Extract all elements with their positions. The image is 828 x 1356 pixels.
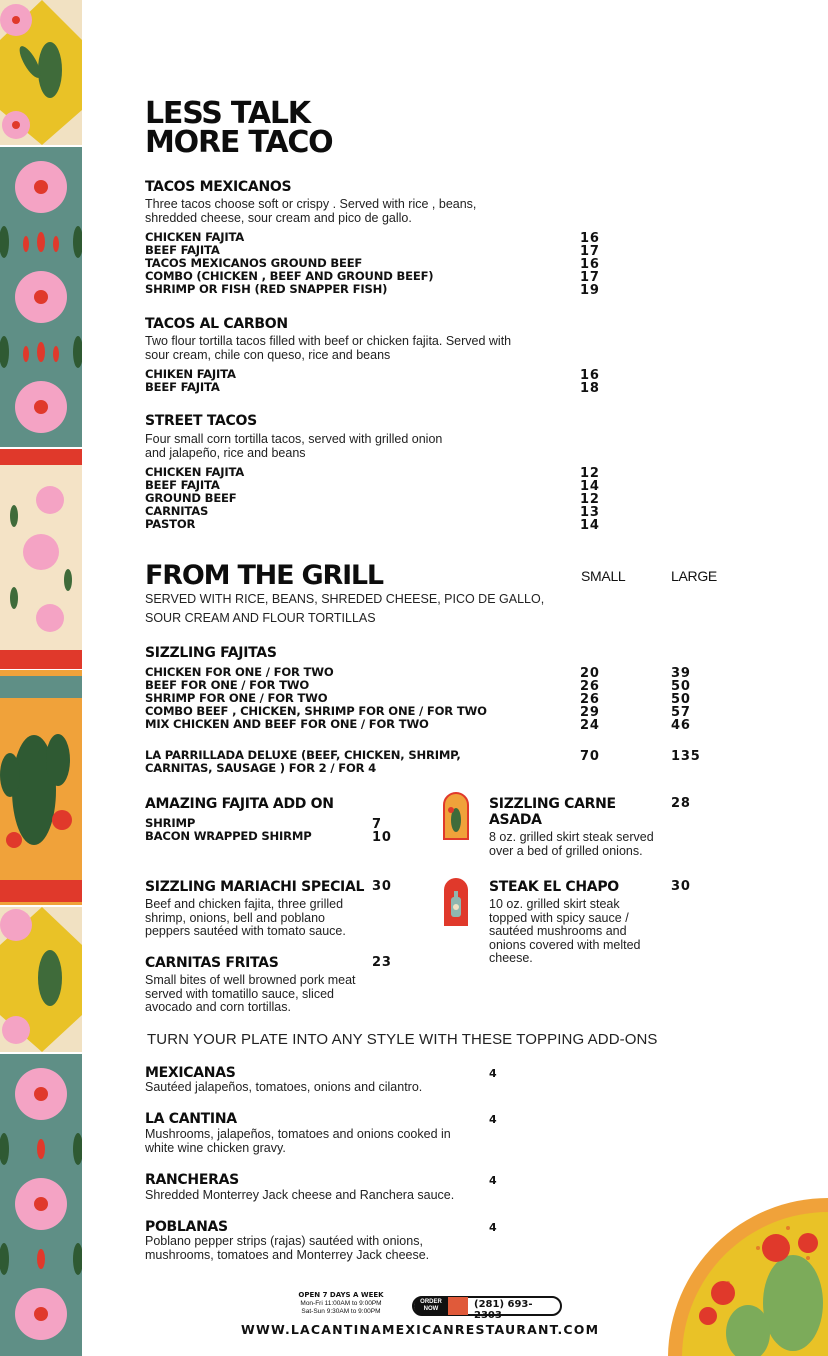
carne-asada-description [489,831,654,858]
open-days: OPEN 7 DAYS A WEEK [298,1291,384,1299]
description-line: Three tacos choose soft or crispy . Served with rice , beans, [145,197,477,211]
section-title-carnitas-fritas: CARNITAS FRITAS [145,955,279,971]
menu-item: BEEF FOR ONE / FOR TWO [145,678,310,692]
mariachi-description [145,898,346,939]
menu-price: 26 [580,679,600,694]
description-line: Mushrooms, jalapeños, tomatoes and onions cooked in [145,1127,451,1141]
menu-price: 26 [580,692,600,707]
mariachi-price: 30 [372,879,392,894]
order-now-button[interactable] [412,1296,562,1321]
title-line: ASADA [489,812,542,828]
menu-item: SHRIMP FOR ONE / FOR TWO [145,691,328,705]
menu-price: 17 [580,270,600,285]
parrillada-large-price: 135 [671,749,701,764]
cactus-arch-icon [443,792,469,840]
topping-title: MEXICANAS [145,1065,236,1081]
section-title-tacos-mexicanos: TACOS MEXICANOS [145,179,292,195]
description-line: white wine chicken gravy. [145,1140,286,1155]
opening-hours [288,1291,394,1316]
description-line: served with tomatillo sauce, sliced [145,986,334,1001]
menu-item: MIX CHICKEN AND BEEF FOR ONE / FOR TWO [145,717,429,731]
menu-price: 57 [671,705,691,720]
menu-item: CHICKEN FOR ONE / FOR TWO [145,665,334,679]
carnitas-fritas-price: 23 [372,955,392,970]
street-tacos-prices [580,467,600,532]
topping-description [145,1081,422,1095]
menu-price: 50 [671,679,691,694]
tacos-al-carbon-description [145,335,511,362]
topping-title: LA CANTINA [145,1111,237,1127]
sizzling-fajitas-small-prices [580,667,600,732]
section-title-steak-el-chapo: STEAK EL CHAPO [489,879,619,895]
description-line: shrimp, onions, bell and poblano [145,910,325,925]
description-line: Poblano pepper strips (rajas) sautéed with onions, [145,1234,423,1248]
menu-item: SHRIMP OR FISH (RED SNAPPER FISH) [145,282,388,296]
decorative-border [0,0,82,1356]
title-line: SIZZLING CARNE [489,796,616,812]
menu-item: PASTOR [145,517,196,531]
description-line: cheese. [489,951,533,965]
section-title-mariachi-special: SIZZLING MARIACHI SPECIAL [145,879,365,895]
menu-price: 14 [580,518,600,533]
description-line: avocado and corn tortillas. [145,1000,291,1014]
hero-line-1: LESS TALK [145,96,310,131]
menu-price: 7 [372,817,382,832]
order-label-line: NOW [423,1306,439,1312]
section-title-fajita-add-on: AMAZING FAJITA ADD ON [145,796,334,812]
menu-price: 46 [671,718,691,733]
menu-item: CHIKEN FAJITA [145,367,236,381]
menu-price: 29 [580,705,600,720]
street-tacos-description [145,433,442,460]
topping-price: 4 [489,1113,498,1126]
menu-price: 20 [580,666,600,681]
bottle-arch-icon [443,877,469,927]
description-line: SERVED WITH RICE, BEANS, SHREDED CHEESE, PICO DE GALLO, [145,592,545,606]
menu-item: BEEF FAJITA [145,243,220,257]
tacos-mexicanos-description [145,198,476,225]
floral-pattern-icon [0,0,82,1356]
column-header-large: LARGE [671,568,717,584]
section-title-sizzling-fajitas: SIZZLING FAJITAS [145,645,277,661]
description-line: SOUR CREAM AND FLOUR TORTILLAS [145,611,376,625]
order-now-label [414,1297,448,1315]
menu-item: BEEF FAJITA [145,478,220,492]
carnitas-fritas-description [145,974,356,1015]
topping-description [145,1189,454,1203]
menu-item: BACON WRAPPED SHIRMP [145,829,312,843]
menu-price: 10 [372,830,392,845]
topping-description [145,1235,429,1262]
sizzling-fajitas-large-prices [671,667,691,732]
description-line: topped with spicy sauce / [489,910,629,925]
description-line: shredded cheese, sour cream and pico de gallo. [145,210,412,225]
section-title-from-the-grill: FROM THE GRILL [145,560,383,591]
description-line: Beef and chicken fajita, three grilled [145,897,344,911]
description-line: 8 oz. grilled skirt steak served [489,830,654,844]
fajita-add-on-items [145,817,312,843]
hero-line-2: MORE TACO [145,125,333,160]
menu-item: CHICKEN FAJITA [145,465,245,479]
carne-asada-price: 28 [671,796,691,811]
website-link[interactable]: WWW.LACANTINAMEXICANRESTAURANT.COM [241,1322,600,1337]
menu-item: COMBO BEEF , CHICKEN, SHRIMP FOR ONE / FOR TWO [145,704,487,718]
steak-el-chapo-price: 30 [671,879,691,894]
menu-item: SHRIMP [145,816,196,830]
description-line: Four small corn tortilla tacos, served with grilled onion [145,432,443,446]
phone-number[interactable]: (281) 693-2303 [474,1299,533,1321]
menu-item: COMBO (CHICKEN , BEEF AND GROUND BEEF) [145,269,434,283]
tacos-mexicanos-prices [580,232,600,297]
menu-price: 39 [671,666,691,681]
hero-title [145,96,333,160]
menu-price: 14 [580,479,600,494]
grill-served-with [145,590,544,628]
hours-weekday: Mon-Fri 11:00AM to 9:00PM [300,1300,382,1307]
steak-el-chapo-description [489,898,640,966]
section-title-tacos-al-carbon: TACOS AL CARBON [145,316,288,332]
menu-item: LA PARRILLADA DELUXE (BEEF, CHICKEN, SHRIMP, [145,748,461,762]
topping-price: 4 [489,1174,498,1187]
topping-price: 4 [489,1067,498,1080]
hours-weekend: Sat-Sun 9:30AM to 9:00PM [301,1308,381,1315]
order-label-line: ORDER [420,1299,442,1305]
tacos-al-carbon-prices [580,369,600,395]
fajita-add-on-prices [372,818,392,844]
parrillada-small-price: 70 [580,749,600,764]
street-tacos-items [145,466,244,531]
menu-price: 17 [580,244,600,259]
cactus-corner-icon [668,1198,828,1356]
topping-title: RANCHERAS [145,1172,239,1188]
column-header-small: SMALL [581,568,626,584]
description-line: sautéed mushrooms and [489,924,627,938]
section-title-street-tacos: STREET TACOS [145,413,257,429]
section-title-carne-asada [489,796,616,828]
menu-item: TACOS MEXICANOS GROUND BEEF [145,256,363,270]
menu-price: 12 [580,466,600,481]
description-line: 10 oz. grilled skirt steak [489,897,620,911]
menu-price: 16 [580,231,600,246]
menu-price: 12 [580,492,600,507]
menu-price: 16 [580,257,600,272]
food-thumbnail-icon [448,1297,468,1315]
parrillada-deluxe [145,749,461,775]
tacos-mexicanos-items [145,231,433,296]
description-line: Small bites of well browned pork meat [145,973,356,987]
description-line: onions covered with melted [489,937,641,952]
description-line: mushrooms, tomatoes and Monterrey Jack cheese. [145,1247,430,1262]
description-line: and jalapeño, rice and beans [145,445,306,460]
description-line: sour cream, chile con queso, rice and beans [145,347,391,362]
menu-price: 16 [580,368,600,383]
menu-item: BEEF FAJITA [145,380,220,394]
menu-price: 19 [580,283,600,298]
menu-item: CHICKEN FAJITA [145,230,245,244]
menu-price: 13 [580,505,600,520]
description-line: over a bed of grilled onions. [489,843,643,858]
topping-price: 4 [489,1221,498,1234]
menu-price: 24 [580,718,600,733]
menu-price: 18 [580,381,600,396]
menu-item: CARNITAS, SAUSAGE ) FOR 2 / FOR 4 [145,761,377,775]
menu-item: CARNITAS [145,504,209,518]
topping-description [145,1128,451,1155]
description-line: Sautéed jalapeños, tomatoes, onions and cilantro. [145,1080,423,1094]
sizzling-fajitas-items [145,666,487,731]
menu-item: GROUND BEEF [145,491,237,505]
topping-title: POBLANAS [145,1219,228,1235]
description-line: peppers sautéed with tomato sauce. [145,924,346,938]
menu-price: 50 [671,692,691,707]
toppings-headline: TURN YOUR PLATE INTO ANY STYLE WITH THESE TOPPING ADD-ONS [147,1031,658,1048]
description-line: Two flour tortilla tacos filled with beef or chicken fajita. Served with [145,334,512,348]
tacos-al-carbon-items [145,368,236,394]
description-line: Shredded Monterrey Jack cheese and Ranchera sauce. [145,1188,455,1202]
